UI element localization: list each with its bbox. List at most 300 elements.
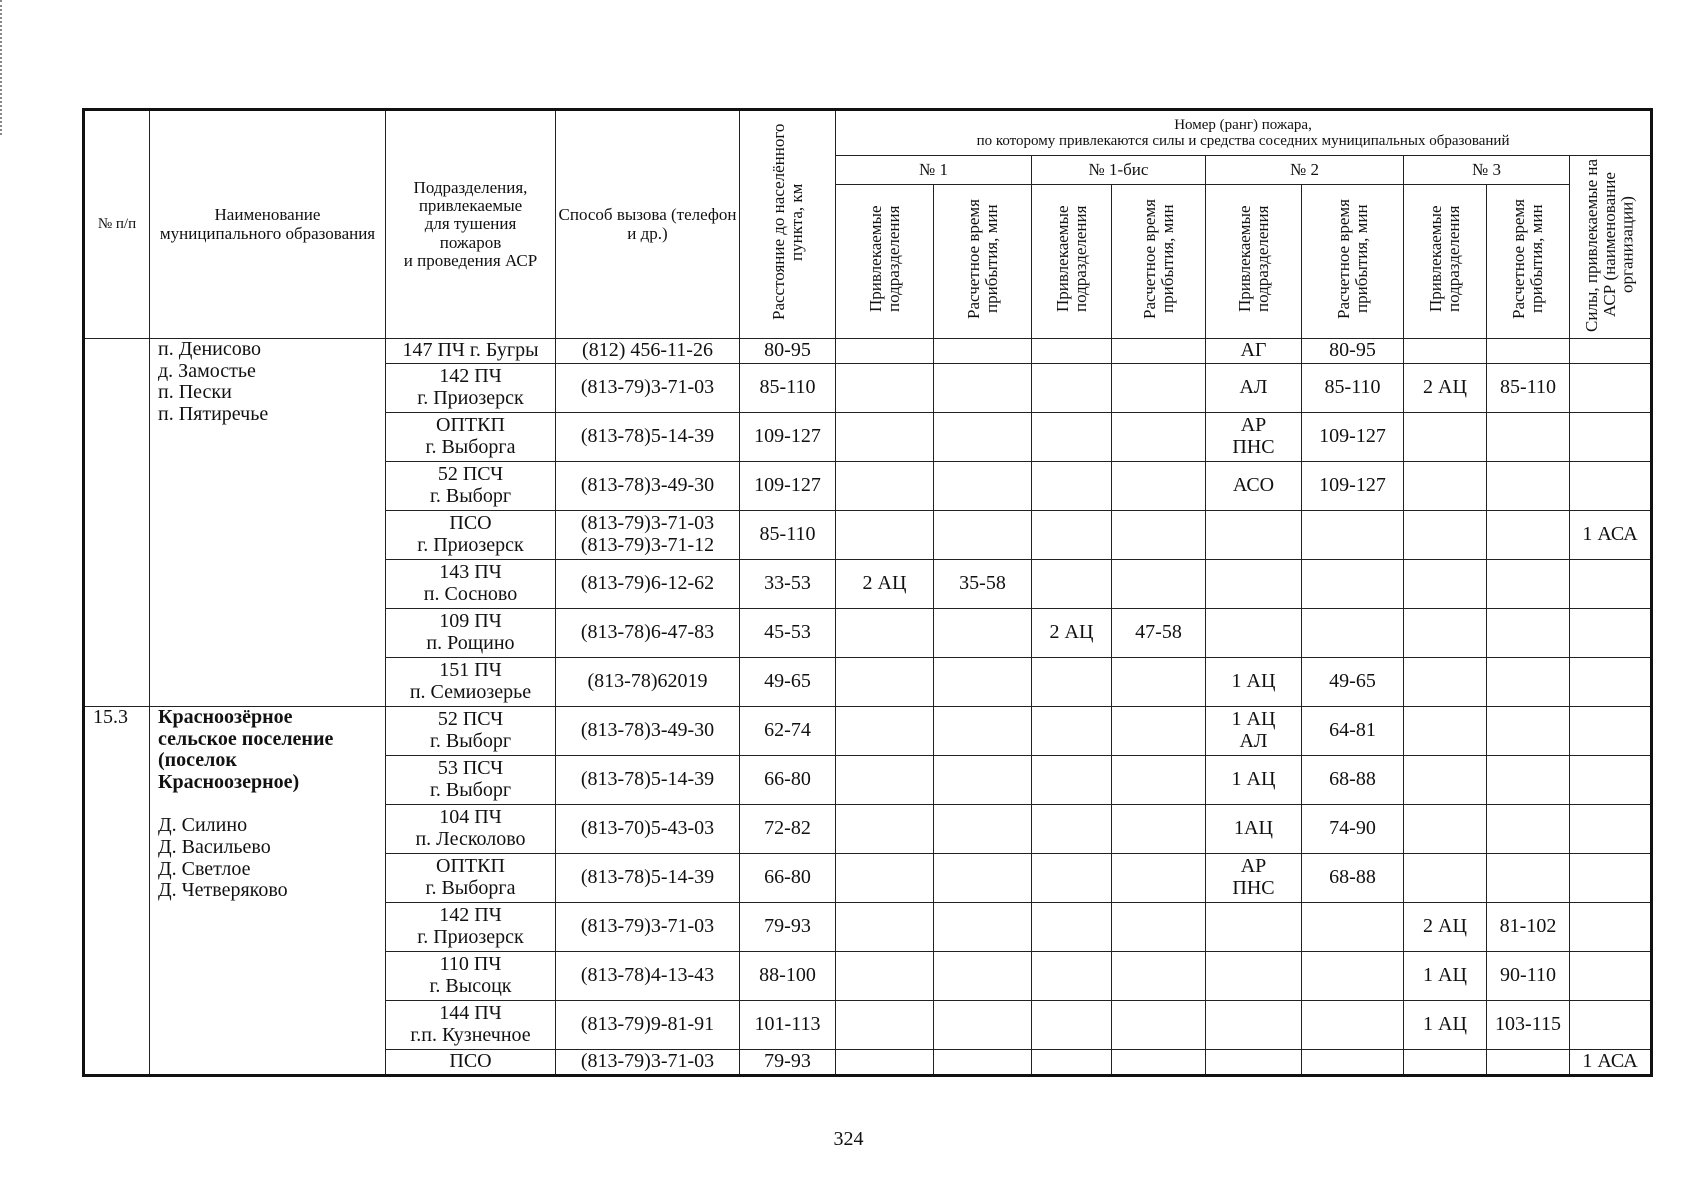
title-line: сельское поселение [158, 727, 334, 750]
cell-line: п. Лесколово [415, 828, 526, 850]
rank2-units-cell [1206, 609, 1302, 658]
rank3-time-cell [1487, 560, 1570, 609]
rank3-time-cell [1487, 658, 1570, 707]
rank1bis-units-cell [1032, 462, 1112, 511]
header-call-method-label: Способ вызова (телефон и др.) [558, 205, 737, 243]
rank1bis-time-cell [1112, 462, 1206, 511]
asr-forces-cell [1570, 903, 1652, 952]
rank2-time-cell: 68-88 [1302, 854, 1404, 903]
phone-cell [556, 805, 740, 854]
rank2-units-cell [1206, 707, 1302, 756]
rank2-time-cell [1302, 609, 1404, 658]
cell-line: АЛ [1239, 730, 1268, 752]
phone-cell [556, 1001, 740, 1050]
distance-cell: 79-93 [740, 1050, 836, 1076]
cell-line: (813-78)3-49-30 [580, 719, 715, 742]
header-asr-forces-label: Силы, привлекаемые на АСР (наименование организации) [1582, 158, 1637, 332]
cell-line: (813-78)5-14-39 [580, 425, 715, 448]
rank2-time-cell [1302, 952, 1404, 1001]
cell-line: 1 АЦ [1231, 670, 1276, 693]
unit-cell [386, 609, 556, 658]
rank3-units-cell [1404, 1050, 1487, 1076]
rank1-units-cell: 2 АЦ [836, 560, 934, 609]
cell-line: и проведения АСР [403, 251, 538, 271]
cell-line: (813-78)3-49-30 [580, 474, 715, 497]
settlement-name: п. Пятиречье [158, 402, 269, 425]
rank1bis-time-cell [1112, 658, 1206, 707]
rank1bis-units-cell [1032, 560, 1112, 609]
unit-cell [386, 854, 556, 903]
distance-cell: 80-95 [740, 339, 836, 364]
unit-cell [386, 511, 556, 560]
cell-line: 104 ПЧ [439, 806, 502, 829]
rank1-time-cell [934, 609, 1032, 658]
unit-cell [386, 339, 556, 364]
cell-line: г. Выборга [425, 436, 516, 458]
asr-forces-cell [1570, 805, 1652, 854]
rank2-time-cell [1302, 560, 1404, 609]
header-r1-units [836, 185, 934, 339]
rank1bis-time-cell [1112, 707, 1206, 756]
cell-line: 1 АЦ [1231, 768, 1276, 791]
rank1-time-cell [934, 756, 1032, 805]
asr-forces-cell [1570, 658, 1652, 707]
rank1bis-units-cell [1032, 1001, 1112, 1050]
header-r3-time [1487, 185, 1570, 339]
rank1-time-cell [934, 952, 1032, 1001]
rank3-units-cell: 1 АЦ [1404, 952, 1487, 1001]
cell-line: (813-78)5-14-39 [580, 768, 715, 791]
unit-cell [386, 1050, 556, 1076]
cell-line: (813-78)62019 [587, 670, 708, 693]
asr-forces-cell [1570, 364, 1652, 413]
rank2-time-cell: 74-90 [1302, 805, 1404, 854]
asr-forces-cell [1570, 609, 1652, 658]
cell-line: пожаров [439, 232, 502, 252]
rank3-time-cell: 90-110 [1487, 952, 1570, 1001]
row-number-cell [84, 339, 150, 707]
distance-cell: 101-113 [740, 1001, 836, 1050]
rank1bis-time-cell [1112, 1001, 1206, 1050]
rank1-units-cell [836, 1001, 934, 1050]
rank1bis-time-cell [1112, 364, 1206, 413]
rank2-units-cell [1206, 462, 1302, 511]
unit-cell [386, 560, 556, 609]
cell-line: Подразделения, [413, 177, 528, 197]
cell-line: (813-79)3-71-12 [580, 534, 715, 556]
phone-cell [556, 707, 740, 756]
rank1-units-cell [836, 511, 934, 560]
rank2-units-cell [1206, 339, 1302, 364]
header-rank-1 [836, 156, 1032, 185]
rank3-units-cell [1404, 511, 1487, 560]
asr-forces-cell [1570, 560, 1652, 609]
asr-forces-cell: 1 АСА [1570, 511, 1652, 560]
rank3-time-cell [1487, 609, 1570, 658]
asr-forces-cell [1570, 756, 1652, 805]
asr-forces-cell [1570, 854, 1652, 903]
asr-forces-cell [1570, 952, 1652, 1001]
cell-line: п. Рощино [426, 632, 515, 654]
scan-edge-marks [0, 0, 5, 135]
rank2-time-cell: 68-88 [1302, 756, 1404, 805]
rank1-time-cell [934, 1001, 1032, 1050]
rank3-time-cell [1487, 413, 1570, 462]
rank1-units-cell [836, 609, 934, 658]
rank3-units-cell [1404, 560, 1487, 609]
cell-line: ОПТКП [436, 855, 505, 878]
rank1-units-cell [836, 903, 934, 952]
rank3-time-cell: 81-102 [1487, 903, 1570, 952]
cell-line: г. Выборг [429, 779, 512, 801]
distance-cell: 45-53 [740, 609, 836, 658]
header-r1b-units [1032, 185, 1112, 339]
rank1bis-time-cell: 47-58 [1112, 609, 1206, 658]
rank1bis-time-cell [1112, 903, 1206, 952]
distance-cell: 62-74 [740, 707, 836, 756]
cell-line: 142 ПЧ [439, 904, 502, 927]
settlement-name: п. Пески [158, 381, 232, 404]
rank1-time-cell [934, 854, 1032, 903]
cell-line: ПНС [1232, 877, 1275, 899]
header-units [386, 110, 556, 339]
rank2-time-cell [1302, 1001, 1404, 1050]
rank2-time-cell: 109-127 [1302, 462, 1404, 511]
cell-line: АР [1240, 414, 1267, 437]
rank2-units-cell [1206, 952, 1302, 1001]
rank2-units-cell [1206, 854, 1302, 903]
phone-cell [556, 560, 740, 609]
rank1-units-cell [836, 854, 934, 903]
rank3-units-cell [1404, 805, 1487, 854]
rank1bis-units-cell [1032, 364, 1112, 413]
rank1bis-time-cell [1112, 854, 1206, 903]
rank3-time-cell: 103-115 [1487, 1001, 1570, 1050]
rank3-units-cell: 1 АЦ [1404, 1001, 1487, 1050]
rank1bis-units-cell [1032, 952, 1112, 1001]
cell-line: АСО [1232, 474, 1275, 497]
phone-cell [556, 854, 740, 903]
rank2-time-cell: 49-65 [1302, 658, 1404, 707]
rank1-time-cell [934, 903, 1032, 952]
rank3-time-cell [1487, 1050, 1570, 1076]
settlement-name: Д. Четверяково [158, 879, 288, 902]
asr-forces-cell: 1 АСА [1570, 1050, 1652, 1076]
distance-cell: 109-127 [740, 413, 836, 462]
cell-line: ПНС [1232, 436, 1275, 458]
document-table-wrapper [82, 108, 1653, 1077]
phone-cell [556, 462, 740, 511]
sub-time-label: Расчетное время прибытия, мин [1509, 199, 1546, 319]
cell-line: АГ [1240, 339, 1267, 362]
sub-units-label: Привлекаемые подразделения [1052, 205, 1090, 313]
sub-units-label: Привлекаемые подразделения [1234, 205, 1272, 313]
cell-line: 53 ПСЧ [437, 757, 504, 780]
cell-line: 1 АЦ [1231, 708, 1276, 731]
rank1bis-time-cell [1112, 805, 1206, 854]
rank-1bis-label: № 1-бис [1088, 159, 1149, 179]
header-rank-1bis [1032, 156, 1206, 185]
cell-line: ОПТКП [436, 414, 505, 437]
cell-line: п. Сосново [423, 583, 518, 605]
asr-forces-cell [1570, 339, 1652, 364]
cell-line: г. Выборга [425, 877, 516, 899]
distance-cell: 88-100 [740, 952, 836, 1001]
header-fire-rank-line2: по которому привлекаются силы и средства соседних муниципальных образований [976, 133, 1510, 149]
distance-cell: 85-110 [740, 511, 836, 560]
cell-line: 109 ПЧ [439, 610, 502, 633]
settlement-title [158, 707, 383, 793]
phone-cell [556, 1050, 740, 1076]
header-fire-rank-line1: Номер (ранг) пожара, [1174, 116, 1312, 133]
title-line: (поселок [158, 749, 237, 772]
distance-cell: 79-93 [740, 903, 836, 952]
unit-cell [386, 413, 556, 462]
rank1-time-cell [934, 658, 1032, 707]
cell-line: АР [1240, 855, 1267, 878]
rank2-units-cell [1206, 560, 1302, 609]
rank1bis-time-cell [1112, 1050, 1206, 1076]
distance-cell: 109-127 [740, 462, 836, 511]
unit-cell [386, 903, 556, 952]
asr-forces-cell [1570, 413, 1652, 462]
cell-line: (813-79)9-81-91 [580, 1013, 715, 1036]
cell-line: г. Приозерск [417, 926, 524, 948]
rank3-time-cell [1487, 805, 1570, 854]
rank2-units-cell [1206, 1001, 1302, 1050]
municipality-cell [150, 339, 386, 707]
cell-line: г. Выборг [429, 485, 512, 507]
cell-line: (813-79)3-71-03 [580, 915, 715, 938]
rank2-units-cell [1206, 413, 1302, 462]
rank1bis-units-cell [1032, 1050, 1112, 1076]
rank1bis-units-cell: 2 АЦ [1032, 609, 1112, 658]
cell-line: (813-79)6-12-62 [580, 572, 715, 595]
unit-cell [386, 364, 556, 413]
rank1-units-cell [836, 1050, 934, 1076]
rank3-time-cell: 85-110 [1487, 364, 1570, 413]
settlement-name: п. Денисово [158, 338, 262, 360]
cell-line: г. Приозерск [417, 387, 524, 409]
rank1-units-cell [836, 364, 934, 413]
rank2-time-cell: 80-95 [1302, 339, 1404, 364]
rank1-time-cell [934, 707, 1032, 756]
rank1bis-time-cell [1112, 560, 1206, 609]
distance-cell: 66-80 [740, 756, 836, 805]
settlement-name: Д. Силино [158, 814, 248, 837]
rank1bis-units-cell [1032, 756, 1112, 805]
cell-line: 110 ПЧ [439, 953, 502, 976]
rank3-units-cell [1404, 462, 1487, 511]
rank2-units-cell [1206, 756, 1302, 805]
rank3-units-cell [1404, 339, 1487, 364]
rank1-units-cell [836, 805, 934, 854]
cell-line: (813-79)3-71-03 [580, 376, 715, 399]
phone-cell [556, 511, 740, 560]
header-municipality-label: Наименование муниципального образования [159, 205, 376, 243]
rank3-time-cell [1487, 462, 1570, 511]
sub-units-label: Привлекаемые подразделения [1426, 205, 1463, 313]
rank2-units-cell [1206, 805, 1302, 854]
cell-line: (812) 456-11-26 [582, 339, 713, 362]
cell-line: 151 ПЧ [439, 659, 502, 682]
cell-line: 52 ПСЧ [437, 463, 504, 486]
rank-1-label: № 1 [919, 159, 948, 179]
unit-cell [386, 1001, 556, 1050]
header-r1b-time [1112, 185, 1206, 339]
rank1-time-cell [934, 511, 1032, 560]
header-no-label: № п/п [97, 216, 137, 233]
rank-2-label: № 2 [1290, 159, 1319, 179]
sub-time-label: Расчетное время прибытия, мин [1333, 199, 1371, 319]
rank3-units-cell: 2 АЦ [1404, 364, 1487, 413]
rank2-units-cell [1206, 903, 1302, 952]
cell-line: г. Выборг [429, 730, 512, 752]
cell-line: (813-70)5-43-03 [580, 817, 715, 840]
settlement-name: Д. Васильево [158, 835, 271, 858]
header-distance [740, 110, 836, 339]
rank1bis-units-cell [1032, 339, 1112, 364]
header-r3-units [1404, 185, 1487, 339]
rank1bis-units-cell [1032, 805, 1112, 854]
header-r2-units [1206, 185, 1302, 339]
unit-cell [386, 952, 556, 1001]
table-body [84, 339, 1652, 1076]
rank3-time-cell [1487, 707, 1570, 756]
rank3-time-cell [1487, 756, 1570, 805]
rank3-units-cell [1404, 854, 1487, 903]
phone-cell [556, 413, 740, 462]
rank1bis-units-cell [1032, 707, 1112, 756]
rank2-time-cell: 64-81 [1302, 707, 1404, 756]
rank1-time-cell: 35-58 [934, 560, 1032, 609]
phone-cell [556, 609, 740, 658]
unit-cell [386, 707, 556, 756]
header-r2-time [1302, 185, 1404, 339]
rank1bis-units-cell [1032, 854, 1112, 903]
sub-units-label: Привлекаемые подразделения [865, 205, 903, 313]
rank1bis-time-cell [1112, 413, 1206, 462]
rank2-time-cell: 109-127 [1302, 413, 1404, 462]
table-row [84, 339, 1652, 364]
unit-cell [386, 756, 556, 805]
header-fire-rank [836, 110, 1652, 156]
distance-cell: 49-65 [740, 658, 836, 707]
rank2-time-cell [1302, 511, 1404, 560]
rank3-units-cell [1404, 756, 1487, 805]
settlement-name: д. Замостье [158, 359, 256, 382]
rank1-units-cell [836, 756, 934, 805]
rank3-units-cell: 2 АЦ [1404, 903, 1487, 952]
rank2-units-cell [1206, 1050, 1302, 1076]
sub-time-label: Расчетное время прибытия, мин [963, 199, 1001, 319]
asr-forces-cell [1570, 462, 1652, 511]
rank1-time-cell [934, 413, 1032, 462]
rank1bis-time-cell [1112, 952, 1206, 1001]
cell-line: 1АЦ [1234, 817, 1273, 840]
rank3-time-cell [1487, 339, 1570, 364]
cell-line: (813-79)3-71-03 [580, 1050, 715, 1073]
cell-line: ПСО [449, 1050, 492, 1073]
table-row [84, 707, 1652, 756]
asr-forces-cell [1570, 1001, 1652, 1050]
rank1bis-units-cell [1032, 903, 1112, 952]
phone-cell [556, 658, 740, 707]
rank3-time-cell [1487, 511, 1570, 560]
sub-time-label: Расчетное время прибытия, мин [1139, 199, 1177, 319]
cell-line: (813-78)6-47-83 [580, 621, 715, 644]
distance-cell: 66-80 [740, 854, 836, 903]
header-asr-forces [1570, 156, 1652, 339]
phone-cell [556, 952, 740, 1001]
rank1-time-cell [934, 364, 1032, 413]
unit-cell [386, 805, 556, 854]
rank1bis-units-cell [1032, 413, 1112, 462]
cell-line: 142 ПЧ [439, 365, 502, 388]
distance-cell: 72-82 [740, 805, 836, 854]
header-r1-time [934, 185, 1032, 339]
rank1-time-cell [934, 1050, 1032, 1076]
phone-cell [556, 364, 740, 413]
rank1bis-units-cell [1032, 658, 1112, 707]
distance-cell: 33-53 [740, 560, 836, 609]
rank1bis-units-cell [1032, 511, 1112, 560]
rank3-units-cell [1404, 609, 1487, 658]
phone-cell [556, 339, 740, 364]
rank1bis-time-cell [1112, 511, 1206, 560]
header-call-method [556, 110, 740, 339]
unit-cell [386, 462, 556, 511]
cell-line: 144 ПЧ [439, 1002, 502, 1025]
header-distance-label: Расстояние до населённого пункта, км [768, 123, 806, 321]
rank1bis-time-cell [1112, 339, 1206, 364]
phone-cell [556, 903, 740, 952]
rank1-time-cell [934, 462, 1032, 511]
rank2-units-cell [1206, 364, 1302, 413]
rank2-time-cell: 85-110 [1302, 364, 1404, 413]
page-number: 324 [833, 1128, 864, 1150]
cell-line: АЛ [1239, 376, 1268, 399]
rank3-units-cell [1404, 413, 1487, 462]
phone-cell [556, 756, 740, 805]
cell-line: (813-78)5-14-39 [580, 866, 715, 889]
header-rank-3 [1404, 156, 1570, 185]
cell-line: привлекаемые [418, 195, 523, 215]
spacer [158, 793, 383, 815]
rank3-units-cell [1404, 707, 1487, 756]
rank1bis-time-cell [1112, 756, 1206, 805]
rank1-units-cell [836, 462, 934, 511]
cell-line: 52 ПСЧ [437, 708, 504, 731]
cell-line: 147 ПЧ г. Бугры [402, 339, 539, 362]
cell-line: г. Высоцк [429, 975, 512, 997]
cell-line: для тушения [424, 214, 517, 234]
cell-line: г. Приозерск [417, 534, 524, 556]
title-line: Красноозёрное [158, 706, 293, 728]
header-rank-2 [1206, 156, 1404, 185]
fire-forces-table [82, 108, 1653, 1077]
rank3-units-cell [1404, 658, 1487, 707]
unit-cell [386, 658, 556, 707]
rank1-units-cell [836, 952, 934, 1001]
rank1-units-cell [836, 339, 934, 364]
cell-line: 143 ПЧ [439, 561, 502, 584]
rank-3-label: № 3 [1472, 159, 1501, 179]
rank2-units-cell [1206, 511, 1302, 560]
rank1-time-cell [934, 805, 1032, 854]
cell-line: ПСО [449, 512, 492, 535]
distance-cell: 85-110 [740, 364, 836, 413]
